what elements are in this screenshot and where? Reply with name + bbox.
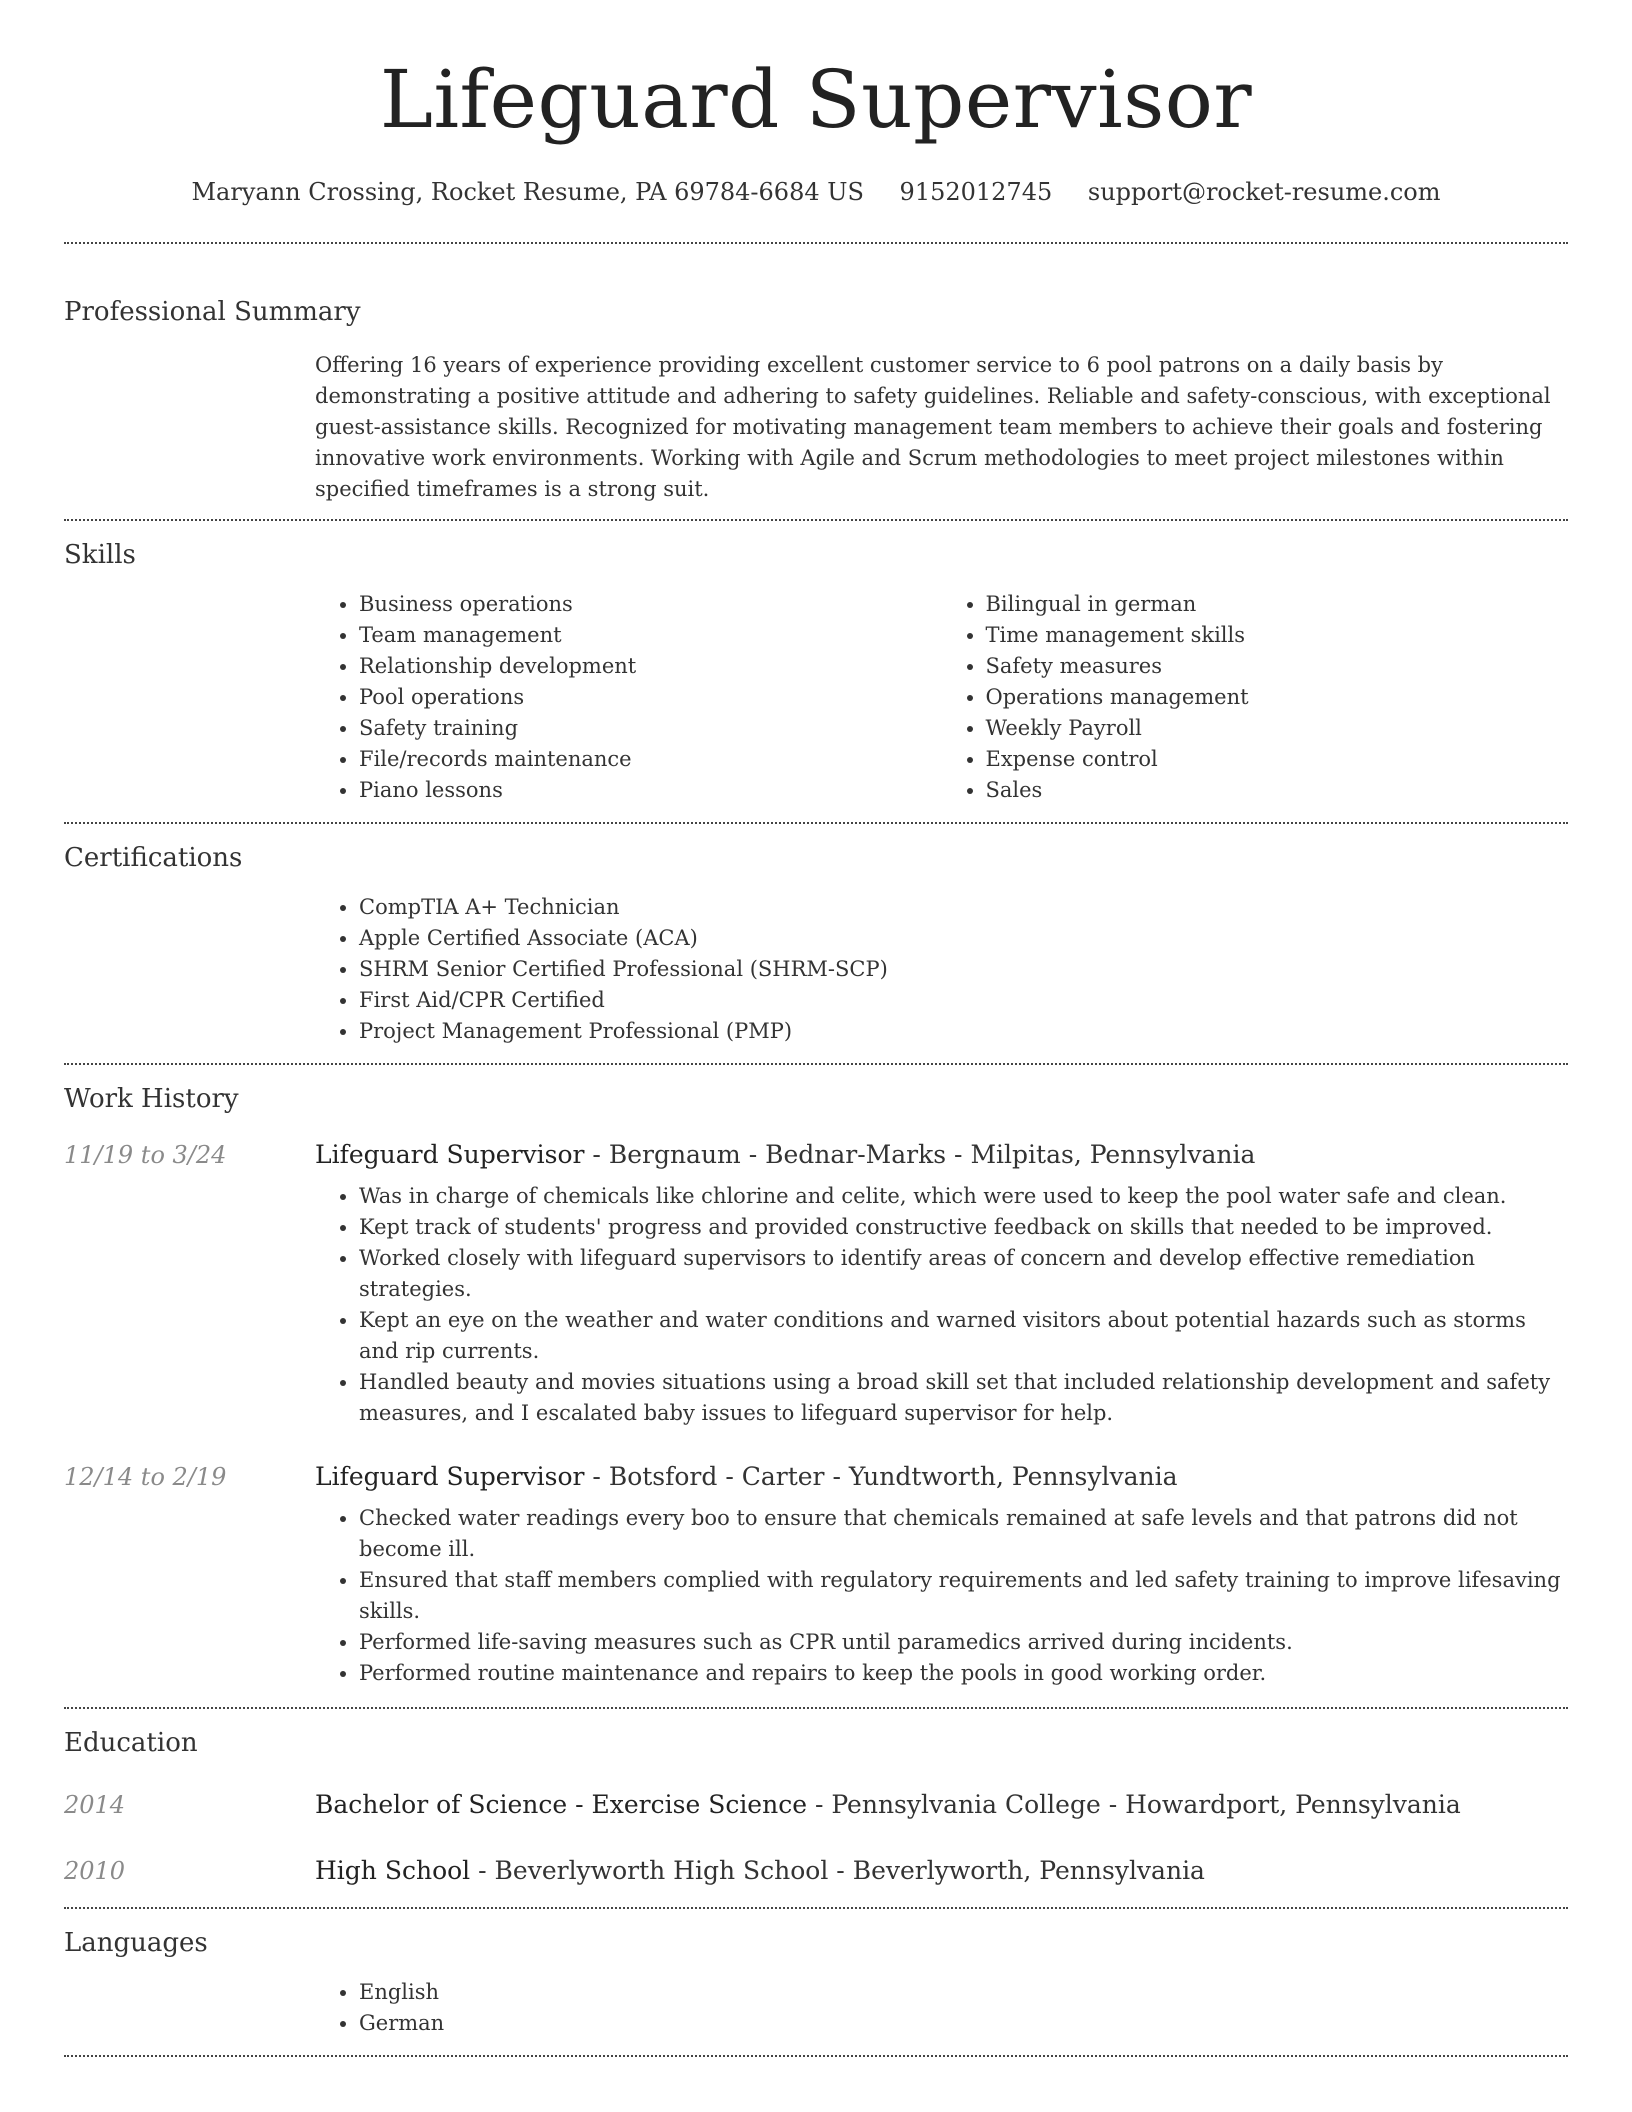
job-bullets: [315, 1181, 1568, 1429]
skill-item: • Expense control: [986, 744, 1569, 775]
resume-name: Lifeguard Supervisor: [379, 53, 1253, 146]
job-bullets: [315, 1503, 1568, 1689]
work-history-section: [64, 1065, 1568, 1707]
work-history-title: Work History: [64, 1084, 239, 1114]
job-bullet: • Kept an eye on the weather and water conditions and warned visitors about potential hazards such as storms and rip currents.: [359, 1305, 1568, 1367]
education-degree: High School: [315, 1856, 471, 1885]
job-employer: - Bergnaum - Bednar-Marks - Milpitas, Pennsylvania: [584, 1140, 1256, 1169]
education-year: 2014: [64, 1791, 126, 1819]
languages-title: Languages: [64, 1928, 208, 1958]
job-heading: [315, 1459, 1568, 1495]
education-school: - Beverlyworth High School - Beverlyworth, Pennsylvania: [470, 1856, 1205, 1885]
job-dates: 12/14 to 2/19: [64, 1463, 227, 1491]
skills-title: Skills: [64, 540, 136, 570]
certification-item: • Apple Certified Associate (ACA): [359, 923, 1568, 954]
skill-item: • Weekly Payroll: [986, 713, 1569, 744]
language-item: • English: [359, 1977, 1568, 2008]
contact-line: [0, 178, 1632, 206]
job-bullet: • Checked water readings every boo to ensure that chemicals remained at safe levels and that patrons did not become ill.: [359, 1503, 1568, 1565]
education-entry: [64, 1853, 1568, 1889]
language-item: • German: [359, 2008, 1568, 2039]
job-bullet: • Performed life-saving measures such as CPR until paramedics arrived during incidents.: [359, 1627, 1568, 1658]
certification-item: • SHRM Senior Certified Professional (SHRM-SCP): [359, 954, 1568, 985]
certifications-section: [64, 824, 1568, 1063]
education-heading: [315, 1853, 1205, 1889]
skill-item: • Business operations: [359, 589, 942, 620]
summary-section: [64, 244, 1568, 519]
skill-item: • Bilingual in german: [986, 589, 1569, 620]
resume-header: [0, 0, 1632, 206]
job-bullet: • Handled beauty and movies situations using a broad skill set that included relationship development and safety measures, and I escalated baby issues to lifeguard supervisor for help.: [359, 1367, 1568, 1429]
job-entry: [64, 1459, 1568, 1689]
certification-item: • First Aid/CPR Certified: [359, 985, 1568, 1016]
job-bullet: • Kept track of students' progress and provided constructive feedback on skills that needed to be improved.: [359, 1212, 1568, 1243]
summary-text: Offering 16 years of experience providing excellent customer service to 6 pool patrons on a daily basis by demonstrating a positive attitude and adhering to safety guidelines. Reliable and safety-conscious, with exceptional guest-assistance skills. Recognized for motivating management team members to achieve their goals and fostering innovative work environments. Working with Agile and Scrum methodologies to meet project milestones within specified timeframes is a strong suit.: [315, 353, 1551, 501]
contact-email: support@rocket-resume.com: [1087, 178, 1441, 206]
certification-item: • CompTIA A+ Technician: [359, 892, 1568, 923]
education-degree: Bachelor of Science - Exercise Science: [315, 1790, 808, 1819]
languages-section: [64, 1909, 1568, 2055]
job-role: Lifeguard Supervisor: [315, 1462, 585, 1491]
skill-item: • File/records maintenance: [359, 744, 942, 775]
job-role: Lifeguard Supervisor: [315, 1140, 585, 1169]
skills-section: [64, 521, 1568, 822]
languages-list: [315, 1977, 1568, 2039]
skill-item: • Piano lessons: [359, 775, 942, 806]
skill-item: • Safety training: [359, 713, 942, 744]
job-entry: [64, 1137, 1568, 1429]
job-bullet: • Ensured that staff members complied with regulatory requirements and led safety training to improve lifesaving skills.: [359, 1565, 1568, 1627]
skill-item: • Relationship development: [359, 651, 942, 682]
job-dates: 11/19 to 3/24: [64, 1141, 227, 1169]
skills-list-right: [942, 589, 1569, 806]
skill-item: • Sales: [986, 775, 1569, 806]
education-title: Education: [64, 1728, 198, 1758]
skill-item: • Team management: [359, 620, 942, 651]
education-year: 2010: [64, 1857, 126, 1885]
skill-item: • Time management skills: [986, 620, 1569, 651]
section-divider: [64, 2055, 1568, 2057]
skills-list-left: [315, 589, 942, 806]
skill-item: • Pool operations: [359, 682, 942, 713]
job-employer: - Botsford - Carter - Yundtworth, Pennsylvania: [584, 1462, 1178, 1491]
education-heading: [315, 1787, 1461, 1823]
skill-item: • Operations management: [986, 682, 1569, 713]
certifications-title: Certifications: [64, 843, 243, 873]
contact-phone: 9152012745: [899, 178, 1053, 206]
certifications-list: [315, 892, 1568, 1047]
contact-address: Maryann Crossing, Rocket Resume, PA 69784-6684 US: [191, 178, 864, 206]
summary-title: Professional Summary: [64, 297, 361, 327]
education-section: [64, 1709, 1568, 1907]
certification-item: • Project Management Professional (PMP): [359, 1016, 1568, 1047]
skill-item: • Safety measures: [986, 651, 1569, 682]
job-bullet: • Worked closely with lifeguard supervisors to identify areas of concern and develop effective remediation strategies.: [359, 1243, 1568, 1305]
job-bullet: • Performed routine maintenance and repairs to keep the pools in good working order.: [359, 1658, 1568, 1689]
education-entry: [64, 1787, 1568, 1823]
job-bullet: • Was in charge of chemicals like chlorine and celite, which were used to keep the pool water safe and clean.: [359, 1181, 1568, 1212]
education-school: - Pennsylvania College - Howardport, Pennsylvania: [807, 1790, 1461, 1819]
job-heading: [315, 1137, 1568, 1173]
